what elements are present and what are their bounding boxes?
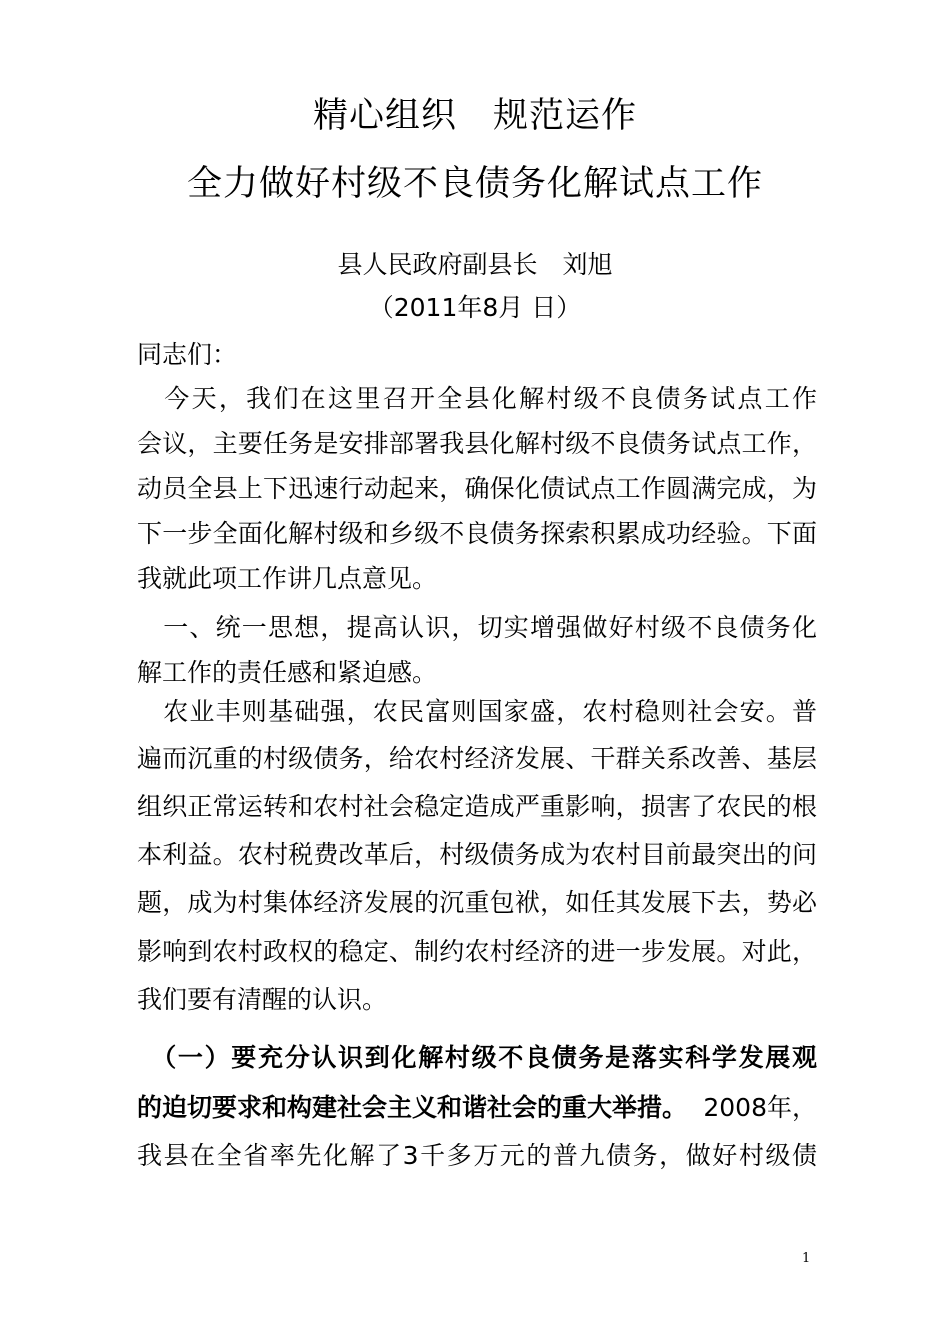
subsection-heading-line bbox=[137, 1093, 817, 1123]
page-number: 1 bbox=[802, 1251, 811, 1266]
date-line: （2011年8月 日） bbox=[368, 293, 582, 322]
body-line: 会议，主要任务是安排部署我县化解村级不良债务试点工作， bbox=[137, 429, 817, 458]
body-line: 农业丰则基础强，农民富则国家盛，农村稳则社会安。普 bbox=[137, 697, 817, 726]
body-line: 本利益。农村税费改革后，村级债务成为农村目前最突出的问 bbox=[137, 840, 817, 869]
subsection-heading-text: 的迫切要求和构建社会主义和谐社会的重大举措。 bbox=[137, 1093, 688, 1122]
author-line: 县人民政府副县长 刘旭 bbox=[337, 250, 613, 279]
year-text: 2008年， bbox=[703, 1093, 817, 1122]
subsection-heading-line: （一）要充分认识到化解村级不良债务是落实科学发展观 bbox=[137, 1043, 817, 1072]
body-line: 动员全县上下迅速行动起来，确保化债试点工作圆满完成，为 bbox=[137, 474, 817, 503]
title-line-1: 精心组织 规范运作 bbox=[312, 96, 637, 136]
body-line: 影响到农村政权的稳定、制约农村经济的进一步发展。对此， bbox=[137, 937, 817, 966]
body-line: 我县在全省率先化解了3千多万元的普九债务，做好村级债 bbox=[137, 1141, 817, 1170]
salutation: 同志们： bbox=[137, 340, 238, 369]
body-line: 下一步全面化解村级和乡级不良债务探索积累成功经验。下面 bbox=[137, 519, 817, 548]
body-line: 我就此项工作讲几点意见。 bbox=[137, 564, 438, 593]
body-line: 题，成为村集体经济发展的沉重包袱，如任其发展下去，势必 bbox=[137, 888, 817, 917]
body-line: 组织正常运转和农村社会稳定造成严重影响，损害了农民的根 bbox=[137, 792, 817, 821]
body-line: 遍而沉重的村级债务，给农村经济发展、干群关系改善、基层 bbox=[137, 744, 817, 773]
body-line: 今天，我们在这里召开全县化解村级不良债务试点工作 bbox=[137, 384, 817, 413]
title-line-2: 全力做好村级不良债务化解试点工作 bbox=[186, 164, 763, 204]
section-heading-line: 一、统一思想，提高认识，切实增强做好村级不良债务化 bbox=[137, 613, 817, 642]
body-line: 我们要有清醒的认识。 bbox=[137, 985, 388, 1014]
section-heading-line: 解工作的责任感和紧迫感。 bbox=[137, 658, 438, 687]
